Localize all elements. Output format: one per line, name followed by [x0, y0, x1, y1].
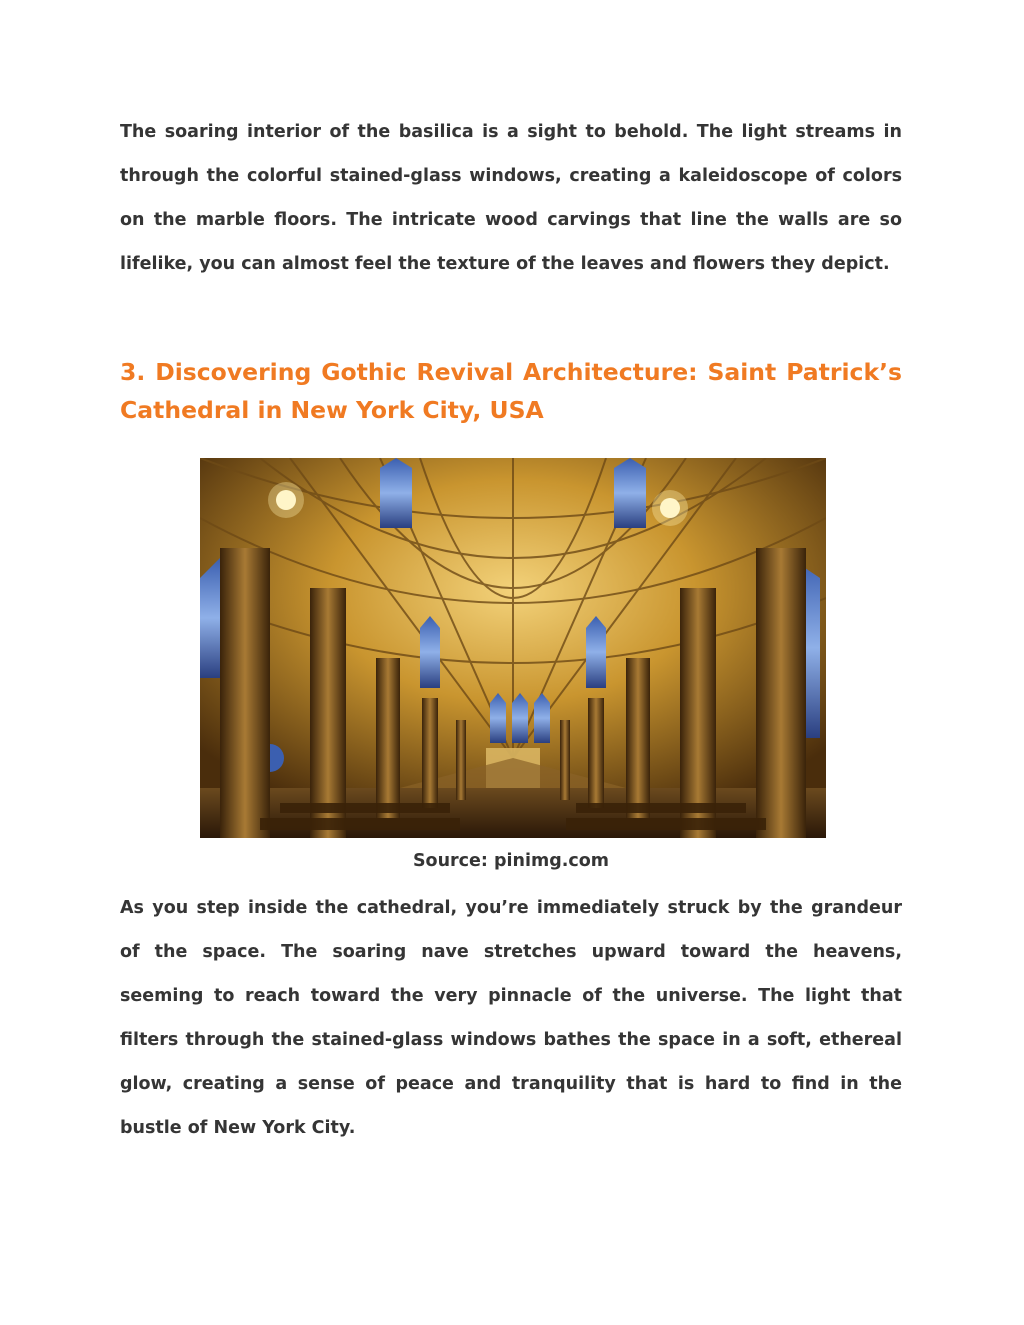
image-caption: Source: pinimg.com [412, 851, 610, 871]
intro-paragraph: The soaring interior of the basilica is a sight to behold. The light streams in through the colorful stained-glass windows, creating a kaleidoscope of colors on the marble floors. The intricate wood carvings that line the walls are so lifelike, you can almost feel the texture of the leaves and flowers they depict. [120, 122, 902, 274]
section-heading: 3. Discovering Gothic Revival Architecture: Saint Patrick’s Cathedral in New York City, USA [120, 358, 902, 424]
cathedral-photo [200, 458, 826, 838]
cathedral-illustration [200, 458, 826, 838]
body-paragraph: As you step inside the cathedral, you’re immediately struck by the grandeur of the space. The soaring nave stretches upward toward the heavens, seeming to reach toward the very pinnacle of the universe. The light that filters through the stained-glass windows bathes the space in a soft, ethereal glow, creating a sense of peace and tranquility that is hard to find in the bustle of New York City. [120, 898, 902, 1138]
